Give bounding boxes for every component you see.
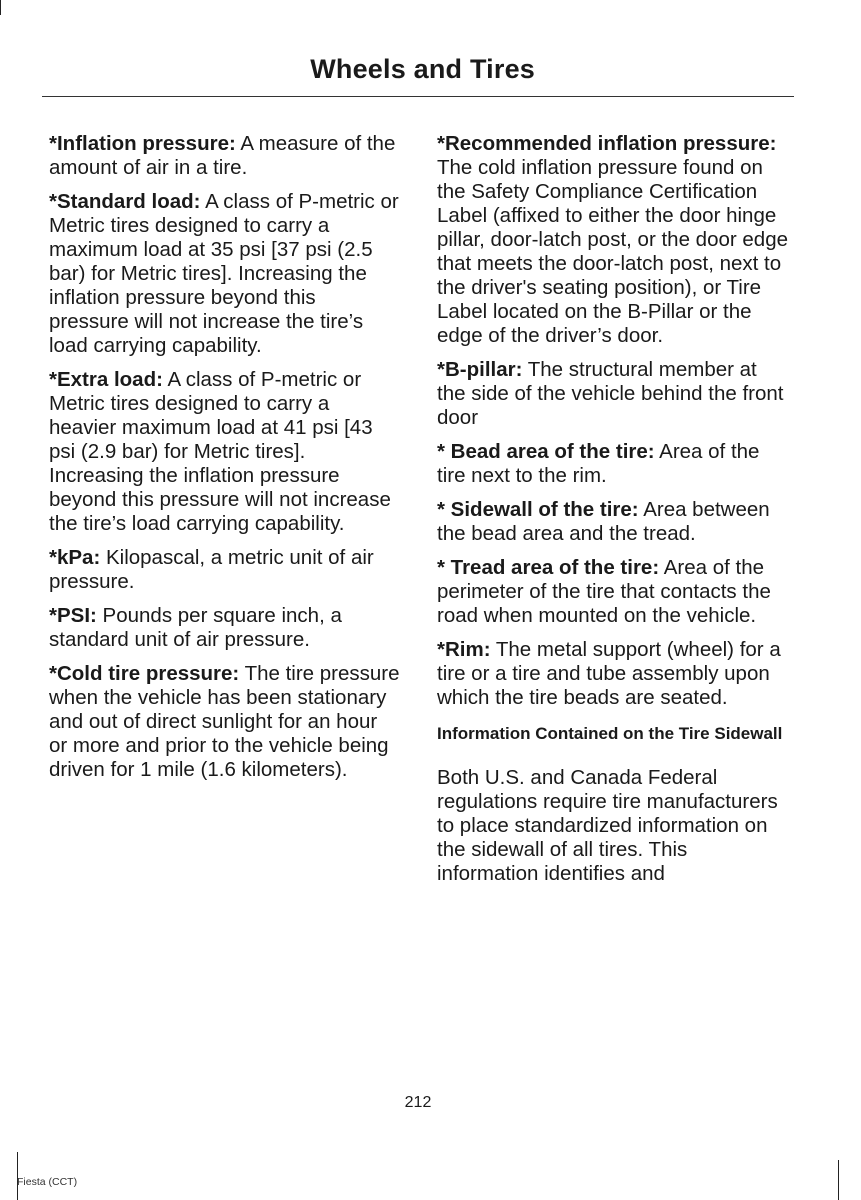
definition-text: Area of the tire next to the rim.: [437, 440, 760, 487]
definition-term: *Recommended inflation pressure:: [437, 132, 777, 155]
definition-text: The metal support (wheel) for a tire or a tire and tube assembly upon which the tire beads are seated.: [437, 638, 781, 709]
definition-item: [49, 368, 401, 536]
definition-text: Area between the bead area and the tread.: [437, 498, 770, 545]
left-column: [49, 132, 401, 792]
definition-text: A class of P-metric or Metric tires designed to carry a heavier maximum load at 41 psi [43 psi (2.9 bar) for Metric tires]. Increasing the inflation pressure beyond this pressure will not increase the tire’s load carrying capability.: [49, 368, 391, 535]
header-divider: [42, 96, 794, 97]
definition-term: * Sidewall of the tire:: [437, 498, 639, 521]
definition-item: [49, 190, 401, 358]
definition-text: A class of P-metric or Metric tires designed to carry a maximum load at 35 psi [37 psi (2.5 bar) for Metric tires]. Increasing the inflation pressure beyond this pressure will not increase the tire’s load carrying capability.: [49, 190, 399, 357]
definition-item: [49, 604, 401, 652]
definition-item: [437, 556, 789, 628]
definition-term: *Inflation pressure:: [49, 132, 236, 155]
crop-mark-top-left: [0, 0, 1, 15]
definition-term: *Rim:: [437, 638, 491, 661]
definition-item: [437, 638, 789, 710]
definition-term: *kPa:: [49, 546, 101, 569]
definition-text: Kilopascal, a metric unit of air pressure.: [49, 546, 374, 593]
section-subheading: Information Contained on the Tire Sidewall: [437, 724, 783, 743]
definition-term: *PSI:: [49, 604, 97, 627]
page-number: 212: [404, 1094, 432, 1111]
definition-item: [437, 358, 789, 430]
definition-term: *Extra load:: [49, 368, 163, 391]
definition-text: The structural member at the side of the vehicle behind the front door: [437, 358, 784, 429]
definition-item: [437, 498, 789, 546]
page-title: Wheels and Tires: [310, 54, 535, 84]
definition-text: A measure of the amount of air in a tire.: [49, 132, 396, 179]
definition-text: The cold inflation pressure found on the Safety Compliance Certification Label (affixed to either the door hinge pillar, door-latch post, or the door edge that meets the door-latch post, next to the driver's seating position), or Tire Label located on the B-Pillar or the edge of the driver’s door.: [437, 156, 788, 347]
definition-term: * Tread area of the tire:: [437, 556, 660, 579]
definition-item: [437, 440, 789, 488]
crop-mark-bottom-right: [838, 1160, 839, 1200]
right-column: [437, 132, 789, 896]
definition-term: *Standard load:: [49, 190, 201, 213]
footer-model-label: Fiesta (CCT): [17, 1176, 78, 1188]
definition-text: Area of the perimeter of the tire that contacts the road when mounted on the vehicle.: [437, 556, 771, 627]
definition-item: [49, 132, 401, 180]
definition-item: [437, 132, 789, 348]
definition-text: Pounds per square inch, a standard unit of air pressure.: [49, 604, 342, 651]
definition-text: The tire pressure when the vehicle has been stationary and out of direct sunlight for an hour or more and prior to the vehicle being driven for 1 mile (1.6 kilometers).: [49, 662, 400, 781]
body-paragraph: Both U.S. and Canada Federal regulations require tire manufacturers to place standardized information on the sidewall of all tires. This information identifies and: [437, 766, 778, 885]
definition-item: [49, 546, 401, 594]
definition-term: *B-pillar:: [437, 358, 523, 381]
definition-term: * Bead area of the tire:: [437, 440, 655, 463]
definition-term: *Cold tire pressure:: [49, 662, 240, 685]
definition-item: [49, 662, 401, 782]
